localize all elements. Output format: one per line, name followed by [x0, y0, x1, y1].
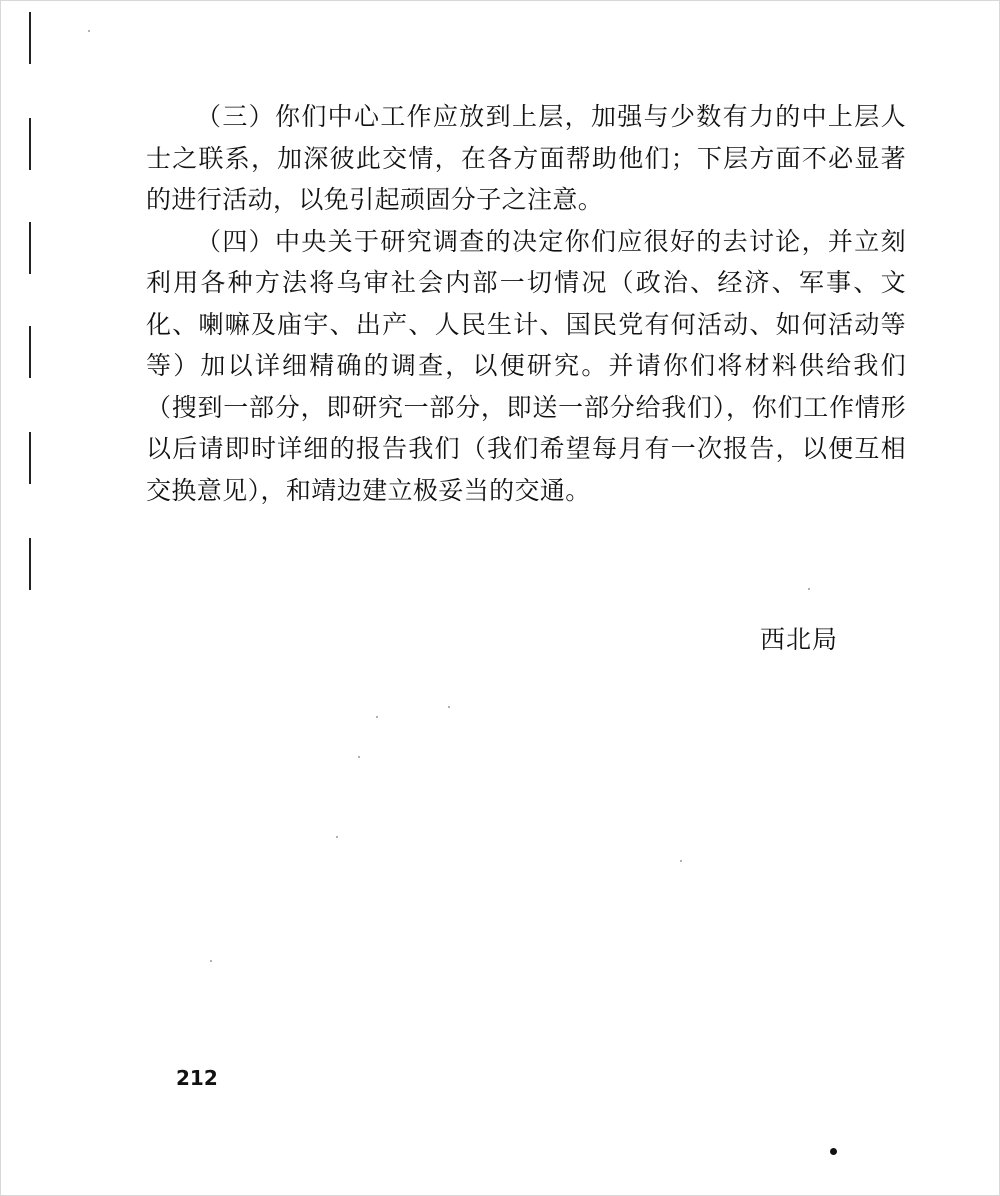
scan-speck	[210, 960, 212, 962]
margin-mark	[29, 538, 31, 590]
margin-mark	[29, 12, 31, 64]
signature: 西北局	[760, 625, 839, 654]
margin-mark	[29, 326, 31, 378]
paragraph-section-4: （四）中央关于研究调查的决定你们应很好的去讨论，并立刻利用各种方法将乌审社会内部一切情况（政治、经济、军事、文化、喇嘛及庙宇、出产、人民生计、国民党有何活动、如何活动等等）加以详细精确的调查，以便研究。并请你们将材料供给我们（搜到一部分，即研究一部分，即送一部分给我们），你们工作情形以后请即时详细的报告我们（我们希望每月有一次报告，以便互相交换意见），和靖边建立极妥当的交通。	[146, 226, 906, 505]
scan-speck	[808, 588, 810, 590]
document-body	[146, 96, 906, 511]
scan-speck	[336, 836, 338, 838]
page-number: 212	[176, 1066, 218, 1090]
scan-speck	[376, 716, 378, 718]
scan-speck	[448, 706, 450, 708]
scan-speck	[680, 860, 682, 862]
margin-mark	[29, 222, 31, 274]
margin-mark	[29, 432, 31, 484]
scan-speck	[358, 756, 360, 758]
margin-mark	[29, 118, 31, 170]
scan-speck	[88, 30, 90, 32]
paragraph-section-3: （三）你们中心工作应放到上层，加强与少数有力的中上层人士之联系，加深彼此交情，在各方面帮助他们；下层方面不必显著的进行活动，以免引起顽固分子之注意。	[146, 102, 906, 214]
scan-dot	[830, 1148, 837, 1155]
